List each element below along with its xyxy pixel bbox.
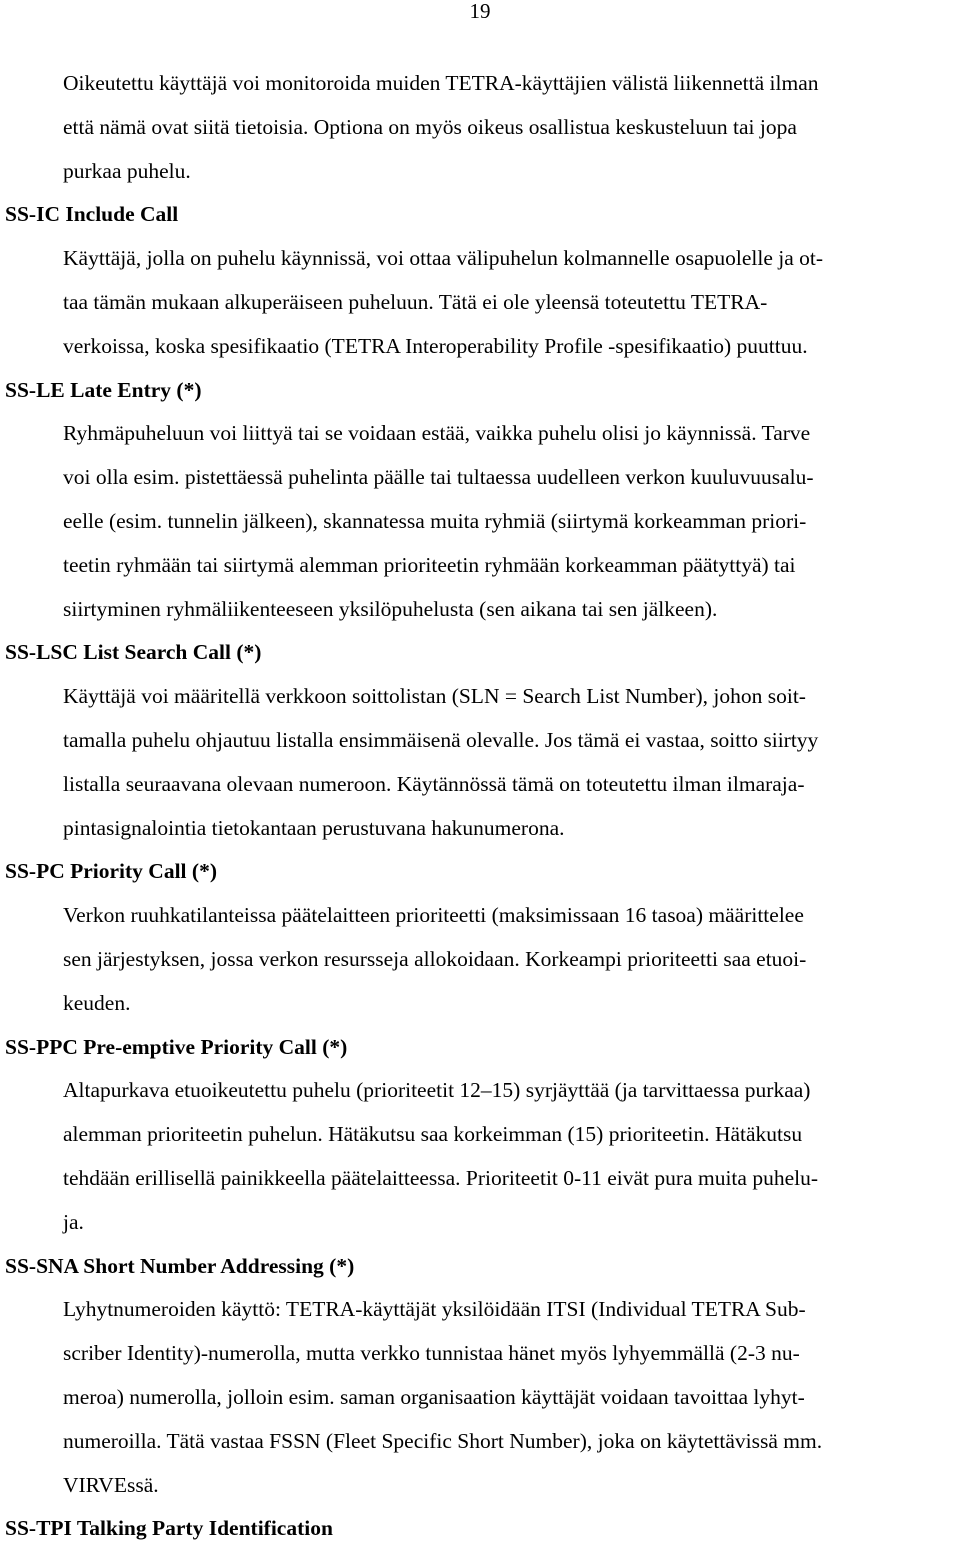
text-line: keuden. [63,990,131,1015]
text-line: Verkon ruuhkatilanteissa päätelaitteen prioriteetti (maksimissaan 16 tasoa) määrittelee [63,903,804,928]
section-heading-list-search-call: SS-LSC List Search Call (*) [5,640,262,665]
text-line: että nämä ovat siitä tietoisia. Optiona on myös oikeus osallistua keskusteluun tai jopa [63,114,797,139]
section-heading-late-entry: SS-LE Late Entry (*) [5,377,202,402]
section-heading-priority-call: SS-PC Priority Call (*) [5,859,217,884]
text-line: eelle (esim. tunnelin jälkeen), skannatessa muita ryhmiä (siirtymä korkeamman priori- [63,508,807,533]
text-line: Käyttäjä, jolla on puhelu käynnissä, voi ottaa välipuhelun kolmannelle osapuolelle ja ot- [63,246,824,271]
text-line: voi olla esim. pistettäessä puhelinta päälle tai tultaessa uudelleen verkon kuuluvuusalu- [63,465,814,490]
text-line: pintasignalointia tietokantaan perustuvana hakunumerona. [63,815,565,840]
text-line: numeroilla. Tätä vastaa FSSN (Fleet Specific Short Number), joka on käytettävissä mm. [63,1428,823,1453]
section-body-pre-emptive-priority-call [5,1069,955,1244]
text-line: teetin ryhmään tai siirtymä alemman prioriteetin ryhmään korkeamman päätyttyä) tai [63,552,796,577]
text-line: Oikeutettu käyttäjä voi monitoroida muiden TETRA-käyttäjien välistä liikennettä ilman [63,71,819,95]
text-line: sen järjestyksen, jossa verkon resursseja allokoidaan. Korkeampi prioriteetti saa etuoi- [63,946,807,971]
text-line: Ryhmäpuheluun voi liittyä tai se voidaan estää, vaikka puhelu olisi jo käynnissä. Tarve [63,421,811,446]
section-heading-pre-emptive-priority-call: SS-PPC Pre-emptive Priority Call (*) [5,1034,348,1059]
document-body [5,62,955,1551]
text-line: tehdään erillisellä painikkeella päätelaitteessa. Prioriteetit 0-11 eivät pura muita puhelu- [63,1165,818,1190]
text-line: listalla seuraavana olevaan numeroon. Käytännössä tämä on toteutettu ilman ilmaraja- [63,771,805,796]
page-number: 19 [469,0,491,23]
section-body-late-entry [5,412,955,631]
section-heading-short-number-addressing: SS-SNA Short Number Addressing (*) [5,1253,355,1278]
section-body-include-call [5,237,955,368]
text-line: siirtyminen ryhmäliikenteeseen yksilöpuhelusta (sen aikana tai sen jälkeen). [63,596,718,621]
text-line: taa tämän mukaan alkuperäiseen puheluun. Tätä ei ole yleensä toteutettu TETRA- [63,289,768,314]
text-line: meroa) numerolla, jolloin esim. saman organisaation käyttäjät voidaan tavoittaa lyhyt- [63,1384,805,1409]
section-body-list-search-call [5,675,955,850]
section-body-priority-call [5,894,955,1025]
text-line: tamalla puhelu ohjautuu listalla ensimmäisenä olevalle. Jos tämä ei vastaa, soitto siirtyy [63,727,819,752]
text-line: verkoissa, koska spesifikaatio (TETRA Interoperability Profile -spesifikaatio) puuttuu. [63,333,808,358]
text-line: Altapurkava etuoikeutettu puhelu (prioriteetit 12–15) syrjäyttää (ja tarvittaessa purkaa) [63,1078,811,1103]
text-line: purkaa puhelu. [63,158,191,183]
section-body-short-number-addressing [5,1288,955,1507]
section-heading-talking-party-identification: SS-TPI Talking Party Identification [5,1516,333,1541]
text-line: Käyttäjä voi määritellä verkkoon soittolistan (SLN = Search List Number), johon soit- [63,684,806,709]
text-line: scriber Identity)-numerolla, mutta verkko tunnistaa hänet myös lyhyemmällä (2-3 nu- [63,1341,800,1366]
text-line: VIRVEssä. [63,1472,159,1497]
section-heading-include-call: SS-IC Include Call [5,202,179,227]
intro-paragraph [5,62,955,193]
text-line: ja. [63,1209,84,1234]
text-line: Lyhytnumeroiden käyttö: TETRA-käyttäjät yksilöidään ITSI (Individual TETRA Sub- [63,1297,806,1322]
text-line: alemman prioriteetin puhelun. Hätäkutsu saa korkeimman (15) prioriteetin. Hätäkutsu [63,1122,803,1147]
